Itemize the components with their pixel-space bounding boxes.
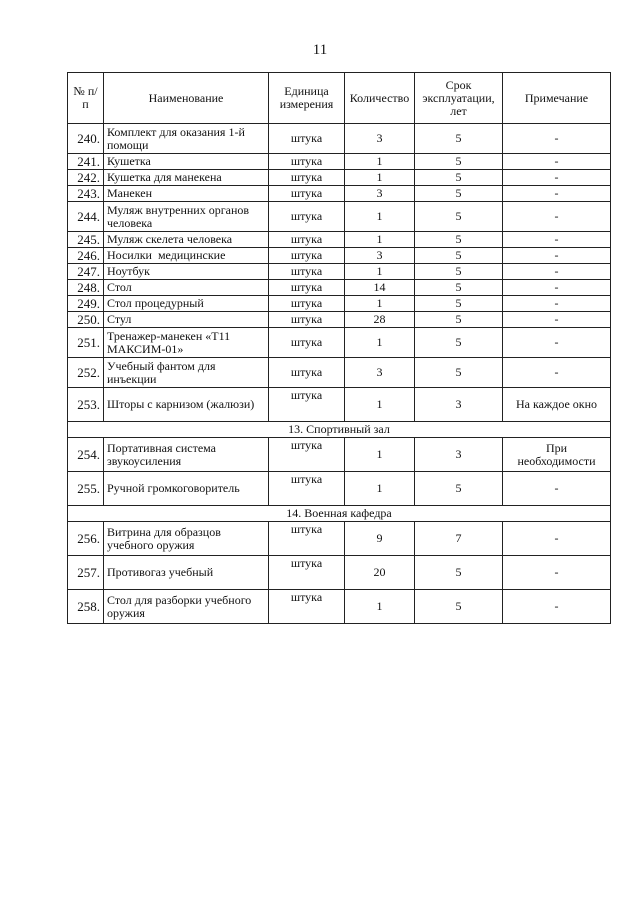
row-qty: 3 — [345, 124, 415, 154]
row-note: - — [503, 232, 611, 248]
table-row — [68, 438, 611, 472]
row-life: 5 — [415, 202, 503, 232]
row-note: - — [503, 124, 611, 154]
row-unit: штука — [269, 328, 345, 358]
row-life: 5 — [415, 312, 503, 328]
row-name: Носилки медицинские — [104, 248, 269, 264]
row-life: 5 — [415, 186, 503, 202]
header-qty: Количество — [345, 73, 415, 124]
row-qty: 1 — [345, 232, 415, 248]
row-qty: 20 — [345, 556, 415, 590]
row-unit: штука — [269, 472, 345, 506]
section-row — [68, 506, 611, 522]
row-unit: штука — [269, 590, 345, 624]
row-qty: 1 — [345, 328, 415, 358]
row-qty: 1 — [345, 590, 415, 624]
row-life: 5 — [415, 264, 503, 280]
row-note: - — [503, 296, 611, 312]
row-life: 5 — [415, 154, 503, 170]
row-num: 250. — [68, 312, 104, 328]
row-num: 257. — [68, 556, 104, 590]
row-note: - — [503, 522, 611, 556]
row-life: 5 — [415, 124, 503, 154]
row-num: 252. — [68, 358, 104, 388]
row-unit: штука — [269, 522, 345, 556]
row-note: При необходимости — [503, 438, 611, 472]
row-name: Шторы с карнизом (жалюзи) — [104, 388, 269, 422]
row-qty: 1 — [345, 438, 415, 472]
table-row — [68, 248, 611, 264]
row-life: 5 — [415, 170, 503, 186]
row-num: 255. — [68, 472, 104, 506]
row-num: 240. — [68, 124, 104, 154]
row-num: 243. — [68, 186, 104, 202]
row-unit: штука — [269, 124, 345, 154]
row-num: 248. — [68, 280, 104, 296]
table-row — [68, 264, 611, 280]
row-qty: 9 — [345, 522, 415, 556]
row-name: Ручной громкоговоритель — [104, 472, 269, 506]
row-num: 256. — [68, 522, 104, 556]
row-qty: 1 — [345, 296, 415, 312]
row-life: 5 — [415, 358, 503, 388]
row-name: Портативная система звукоусиления — [104, 438, 269, 472]
row-name: Муляж скелета человека — [104, 232, 269, 248]
row-unit: штука — [269, 556, 345, 590]
row-num: 241. — [68, 154, 104, 170]
row-num: 244. — [68, 202, 104, 232]
section-title: 14. Военная кафедра — [68, 506, 611, 522]
header-num: № п/п — [68, 73, 104, 124]
row-note: На каждое окно — [503, 388, 611, 422]
row-life: 5 — [415, 296, 503, 312]
row-life: 7 — [415, 522, 503, 556]
row-name: Витрина для образцов учебного оружия — [104, 522, 269, 556]
row-qty: 14 — [345, 280, 415, 296]
row-unit: штука — [269, 264, 345, 280]
row-note: - — [503, 186, 611, 202]
table-row — [68, 358, 611, 388]
section-row — [68, 422, 611, 438]
row-name: Муляж внутренних органов человека — [104, 202, 269, 232]
row-note: - — [503, 170, 611, 186]
row-note: - — [503, 202, 611, 232]
row-num: 253. — [68, 388, 104, 422]
table-row — [68, 124, 611, 154]
row-num: 247. — [68, 264, 104, 280]
row-qty: 28 — [345, 312, 415, 328]
row-num: 249. — [68, 296, 104, 312]
table-header-row — [68, 73, 611, 124]
row-qty: 1 — [345, 154, 415, 170]
row-name: Стул — [104, 312, 269, 328]
row-qty: 1 — [345, 472, 415, 506]
row-unit: штука — [269, 438, 345, 472]
row-note: - — [503, 280, 611, 296]
table-row — [68, 472, 611, 506]
row-life: 5 — [415, 328, 503, 358]
row-name: Кушетка — [104, 154, 269, 170]
header-note: Примечание — [503, 73, 611, 124]
table-row — [68, 312, 611, 328]
row-qty: 3 — [345, 358, 415, 388]
table-row — [68, 280, 611, 296]
row-name: Стол — [104, 280, 269, 296]
table-row — [68, 202, 611, 232]
row-note: - — [503, 358, 611, 388]
table-row — [68, 522, 611, 556]
row-note: - — [503, 312, 611, 328]
row-name: Противогаз учебный — [104, 556, 269, 590]
row-unit: штука — [269, 154, 345, 170]
row-life: 3 — [415, 388, 503, 422]
row-life: 5 — [415, 280, 503, 296]
row-unit: штука — [269, 296, 345, 312]
row-unit: штука — [269, 280, 345, 296]
row-qty: 3 — [345, 248, 415, 264]
row-unit: штука — [269, 358, 345, 388]
row-unit: штука — [269, 170, 345, 186]
row-qty: 1 — [345, 388, 415, 422]
row-unit: штука — [269, 232, 345, 248]
row-life: 5 — [415, 472, 503, 506]
row-name: Учебный фантом для инъекции — [104, 358, 269, 388]
row-unit: штука — [269, 248, 345, 264]
row-unit: штука — [269, 312, 345, 328]
header-unit: Единица измерения — [269, 73, 345, 124]
row-unit: штука — [269, 186, 345, 202]
header-name: Наименование — [104, 73, 269, 124]
table-row — [68, 388, 611, 422]
row-name: Стол для разборки учебного оружия — [104, 590, 269, 624]
row-name: Тренажер-манекен «Т11 МАКСИМ-01» — [104, 328, 269, 358]
row-qty: 1 — [345, 170, 415, 186]
row-num: 245. — [68, 232, 104, 248]
row-qty: 1 — [345, 202, 415, 232]
table-row — [68, 328, 611, 358]
section-title: 13. Спортивный зал — [68, 422, 611, 438]
row-note: - — [503, 590, 611, 624]
row-num: 251. — [68, 328, 104, 358]
table-row — [68, 296, 611, 312]
row-num: 246. — [68, 248, 104, 264]
row-num: 254. — [68, 438, 104, 472]
row-qty: 3 — [345, 186, 415, 202]
table-row — [68, 170, 611, 186]
row-life: 5 — [415, 556, 503, 590]
row-life: 5 — [415, 248, 503, 264]
row-num: 258. — [68, 590, 104, 624]
row-name: Кушетка для манекена — [104, 170, 269, 186]
row-life: 3 — [415, 438, 503, 472]
row-name: Стол процедурный — [104, 296, 269, 312]
row-note: - — [503, 154, 611, 170]
header-life: Срок эксплуатации, лет — [415, 73, 503, 124]
row-note: - — [503, 328, 611, 358]
row-num: 242. — [68, 170, 104, 186]
row-note: - — [503, 472, 611, 506]
row-unit: штука — [269, 202, 345, 232]
row-note: - — [503, 248, 611, 264]
row-unit: штука — [269, 388, 345, 422]
row-note: - — [503, 556, 611, 590]
table-row — [68, 186, 611, 202]
row-name: Ноутбук — [104, 264, 269, 280]
table-row — [68, 590, 611, 624]
row-life: 5 — [415, 232, 503, 248]
table-row — [68, 154, 611, 170]
page-number: 11 — [312, 42, 328, 58]
row-life: 5 — [415, 590, 503, 624]
row-name: Комплект для оказания 1-й помощи — [104, 124, 269, 154]
row-note: - — [503, 264, 611, 280]
equipment-table — [67, 72, 611, 624]
table-row — [68, 232, 611, 248]
row-name: Манекен — [104, 186, 269, 202]
row-qty: 1 — [345, 264, 415, 280]
table-row — [68, 556, 611, 590]
